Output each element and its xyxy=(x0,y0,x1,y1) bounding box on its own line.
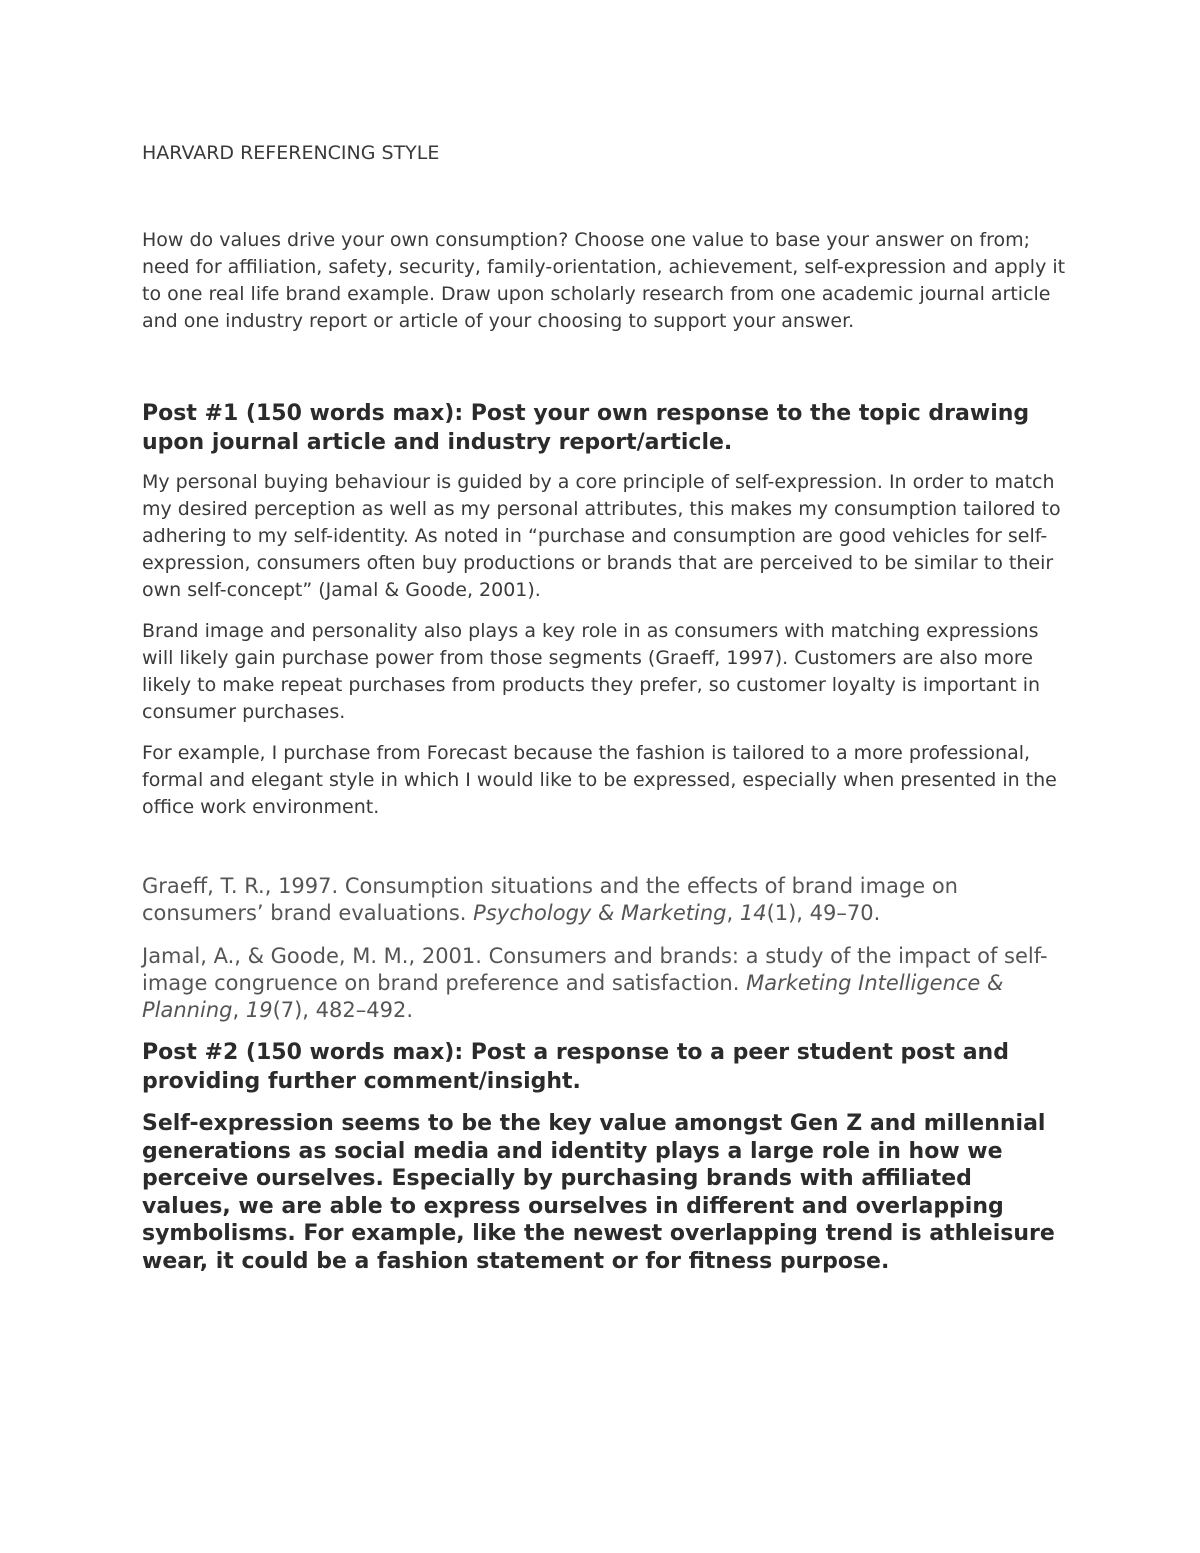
post-2-heading: Post #2 (150 words max): Post a response to a peer student post and providing further comment/insight. xyxy=(142,1040,1009,1094)
post-1-paragraph-1: My personal buying behaviour is guided by a core principle of self-expression. In order to match my desired perception as well as my personal attributes, this makes my consumption tailored to adhering to my self-identity. As noted in “purchase and consumption are good vehicles for self-expression, consumers often buy productions or brands that are perceived to be similar to their own self-concept” (Jamal & Goode, 2001). xyxy=(142,471,1061,601)
reference-separator: , xyxy=(232,998,246,1022)
reference-pages: (7), 482–492. xyxy=(272,998,413,1022)
reference-jamal-goode xyxy=(142,943,1067,1024)
reference-graeff xyxy=(142,873,1067,927)
reference-list xyxy=(142,873,1067,1024)
reference-volume: 14 xyxy=(739,901,767,925)
document-header: HARVARD REFERENCING STYLE xyxy=(142,142,440,164)
assignment-question: How do values drive your own consumption? Choose one value to base your answer on from; need for affiliation, safety, security, family-orientation, achievement, self-expression and apply it to one real life brand example. Draw upon scholarly research from one academic journal article and one industry report or article of your choosing to support your answer. xyxy=(142,229,1066,332)
post-1-paragraph-3: For example, I purchase from Forecast because the fashion is tailored to a more professional, formal and elegant style in which I would like to be expressed, especially when presented in the office work environment. xyxy=(142,742,1057,818)
reference-pages: (1), 49–70. xyxy=(766,901,881,925)
reference-text: Graeff, T. R., 1997. Consumption situations and the effects of brand image on consumers’ brand evaluations. xyxy=(142,874,958,925)
post-1-heading: Post #1 (150 words max): Post your own response to the topic drawing upon journal article and industry report/article. xyxy=(142,401,1030,455)
reference-journal: Marketing Intelligence & Planning xyxy=(142,971,1004,1022)
reference-text: Jamal, A., & Goode, M. M., 2001. Consumers and brands: a study of the impact of self-image congruence on brand preference and satisfaction. xyxy=(142,944,1048,995)
post-1-paragraph-2: Brand image and personality also plays a key role in as consumers with matching expressions will likely gain purchase power from those segments (Graeff, 1997). Customers are also more likely to make repeat purchases from products they prefer, so customer loyalty is important in consumer purchases. xyxy=(142,620,1041,723)
reference-separator: , xyxy=(726,901,740,925)
reference-volume: 19 xyxy=(245,998,273,1022)
document-body xyxy=(142,140,1067,1275)
post-2-body: Self-expression seems to be the key value amongst Gen Z and millennial generations as social media and identity plays a large role in how we perceive ourselves. Especially by purchasing brands with affiliated values, we are able to express ourselves in different and overlapping symbolisms. For example, like the newest overlapping trend is athleisure wear, it could be a fashion statement or for fitness purpose. xyxy=(142,1111,1055,1274)
reference-journal: Psychology & Marketing xyxy=(473,901,727,925)
